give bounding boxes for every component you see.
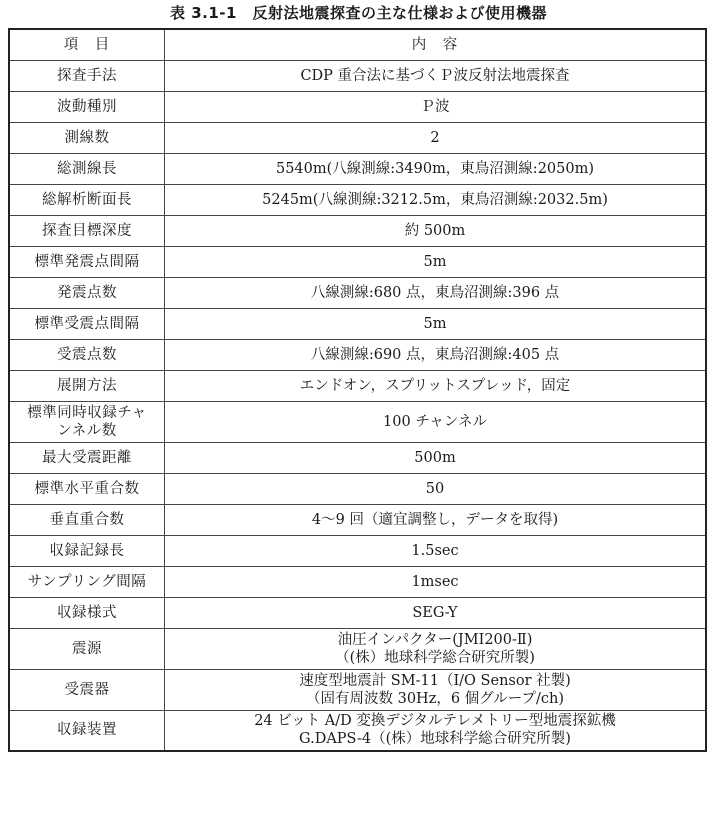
content-text: 5245m(八線測線:3212.5m，東鳥沼測線:2032.5m) [262, 191, 608, 208]
header-content: 内 容 [165, 29, 707, 60]
item-text: 収録様式 [57, 604, 117, 621]
content-text: 1.5sec [411, 542, 459, 559]
content-cell [165, 597, 707, 628]
item-text: 標準水平重合数 [34, 480, 140, 497]
item-cell [9, 184, 165, 215]
content-text: エンドオン，スプリットスプレッド，固定 [299, 377, 571, 394]
content-cell [165, 153, 707, 184]
item-cell [9, 339, 165, 370]
content-text: 5540m(八線測線:3490m，東鳥沼測線:2050m) [275, 160, 595, 177]
item-cell [9, 504, 165, 535]
item-cell [9, 215, 165, 246]
table-row [9, 153, 706, 184]
item-text: 最大受震距離 [42, 449, 132, 466]
item-cell [9, 442, 165, 473]
table-row [9, 60, 706, 91]
table-row [9, 566, 706, 597]
content-text: 100 チャンネル [383, 413, 487, 430]
item-cell [9, 401, 165, 442]
content-text: G.DAPS-4（(株）地球科学総合研究所製) [299, 731, 571, 748]
item-cell [9, 597, 165, 628]
table-row [9, 184, 706, 215]
item-text: 総測線長 [57, 160, 117, 177]
table-row [9, 669, 706, 710]
content-text: 5m [423, 315, 447, 332]
specification-table [8, 28, 707, 752]
table-row [9, 401, 706, 442]
item-cell [9, 566, 165, 597]
content-text: 油圧インパクター(JMI200-Ⅱ) [337, 631, 533, 648]
item-text: 垂直重合数 [49, 511, 125, 528]
content-text: （固有周波数 30Hz，6 個グループ/ch) [305, 690, 565, 707]
content-cell [165, 473, 707, 504]
content-text: 500m [414, 449, 456, 466]
item-text: 震源 [72, 640, 102, 657]
content-cell [165, 60, 707, 91]
content-cell [165, 308, 707, 339]
item-text: サンプリング間隔 [27, 573, 147, 590]
content-cell [165, 535, 707, 566]
table-row [9, 246, 706, 277]
item-text: 探査手法 [57, 67, 117, 84]
content-cell [165, 710, 707, 751]
item-text: 展開方法 [57, 377, 117, 394]
table-row [9, 339, 706, 370]
content-cell [165, 122, 707, 153]
item-text: 収録装置 [57, 722, 117, 739]
content-cell [165, 504, 707, 535]
item-text: 標準発震点間隔 [34, 253, 140, 270]
item-text: 標準受震点間隔 [34, 315, 140, 332]
table-header-row [9, 29, 706, 60]
content-text: 1msec [411, 573, 459, 590]
table-row [9, 370, 706, 401]
item-text: 探査目標深度 [42, 222, 132, 239]
content-text: CDP 重合法に基づくＰ波反射法地震探査 [300, 67, 570, 84]
content-cell [165, 277, 707, 308]
content-cell [165, 442, 707, 473]
content-text: 50 [425, 480, 445, 497]
content-text: SEG-Y [412, 604, 458, 621]
content-cell [165, 339, 707, 370]
content-cell [165, 669, 707, 710]
content-text: 4～9 回（適宜調整し，データを取得) [311, 511, 559, 528]
item-text: 受震点数 [57, 346, 117, 363]
header-item: 項 目 [9, 29, 165, 60]
item-cell [9, 60, 165, 91]
content-cell [165, 401, 707, 442]
item-cell [9, 370, 165, 401]
table-row [9, 277, 706, 308]
content-cell [165, 628, 707, 669]
item-cell [9, 308, 165, 339]
content-text: 5m [423, 253, 447, 270]
item-cell [9, 246, 165, 277]
table-row [9, 504, 706, 535]
content-cell [165, 566, 707, 597]
content-text: 八線測線:690 点，東鳥沼測線:405 点 [310, 346, 560, 363]
content-text: 約 500m [404, 222, 466, 239]
content-cell [165, 215, 707, 246]
item-cell [9, 628, 165, 669]
item-cell [9, 710, 165, 751]
content-cell [165, 184, 707, 215]
item-text: 総解析断面長 [42, 191, 132, 208]
item-text: 受震器 [64, 681, 110, 698]
table-row [9, 628, 706, 669]
item-text: 収録記録長 [49, 542, 125, 559]
table-row [9, 473, 706, 504]
content-text: 八線測線:680 点，東鳥沼測線:396 点 [310, 284, 560, 301]
item-cell [9, 473, 165, 504]
item-text: 標準同時収録チャ [27, 404, 147, 421]
content-text: （(株）地球科学総合研究所製) [335, 649, 535, 666]
content-text: 24 ビット A/D 変換デジタルテレメトリー型地震探鉱機 [254, 713, 616, 730]
item-text: 波動種別 [57, 98, 117, 115]
table-caption: 表 3.1-1 反射法地震探査の主な仕様および使用機器 [170, 4, 547, 22]
content-cell [165, 370, 707, 401]
content-text: Ｐ波 [420, 98, 450, 115]
table-row [9, 597, 706, 628]
table-row [9, 442, 706, 473]
table-row [9, 308, 706, 339]
item-cell [9, 122, 165, 153]
item-cell [9, 535, 165, 566]
table-row [9, 91, 706, 122]
table-row [9, 710, 706, 751]
table-row [9, 215, 706, 246]
item-text: 発震点数 [57, 284, 117, 301]
item-cell [9, 277, 165, 308]
item-text: 測線数 [64, 129, 110, 146]
table-row [9, 535, 706, 566]
table-row [9, 122, 706, 153]
item-cell [9, 669, 165, 710]
content-cell [165, 91, 707, 122]
content-text: 2 [430, 129, 440, 146]
item-cell [9, 91, 165, 122]
content-cell [165, 246, 707, 277]
item-cell [9, 153, 165, 184]
content-text: 速度型地震計 SM-11（I/O Sensor 社製) [299, 672, 571, 689]
item-text: ンネル数 [57, 422, 117, 439]
